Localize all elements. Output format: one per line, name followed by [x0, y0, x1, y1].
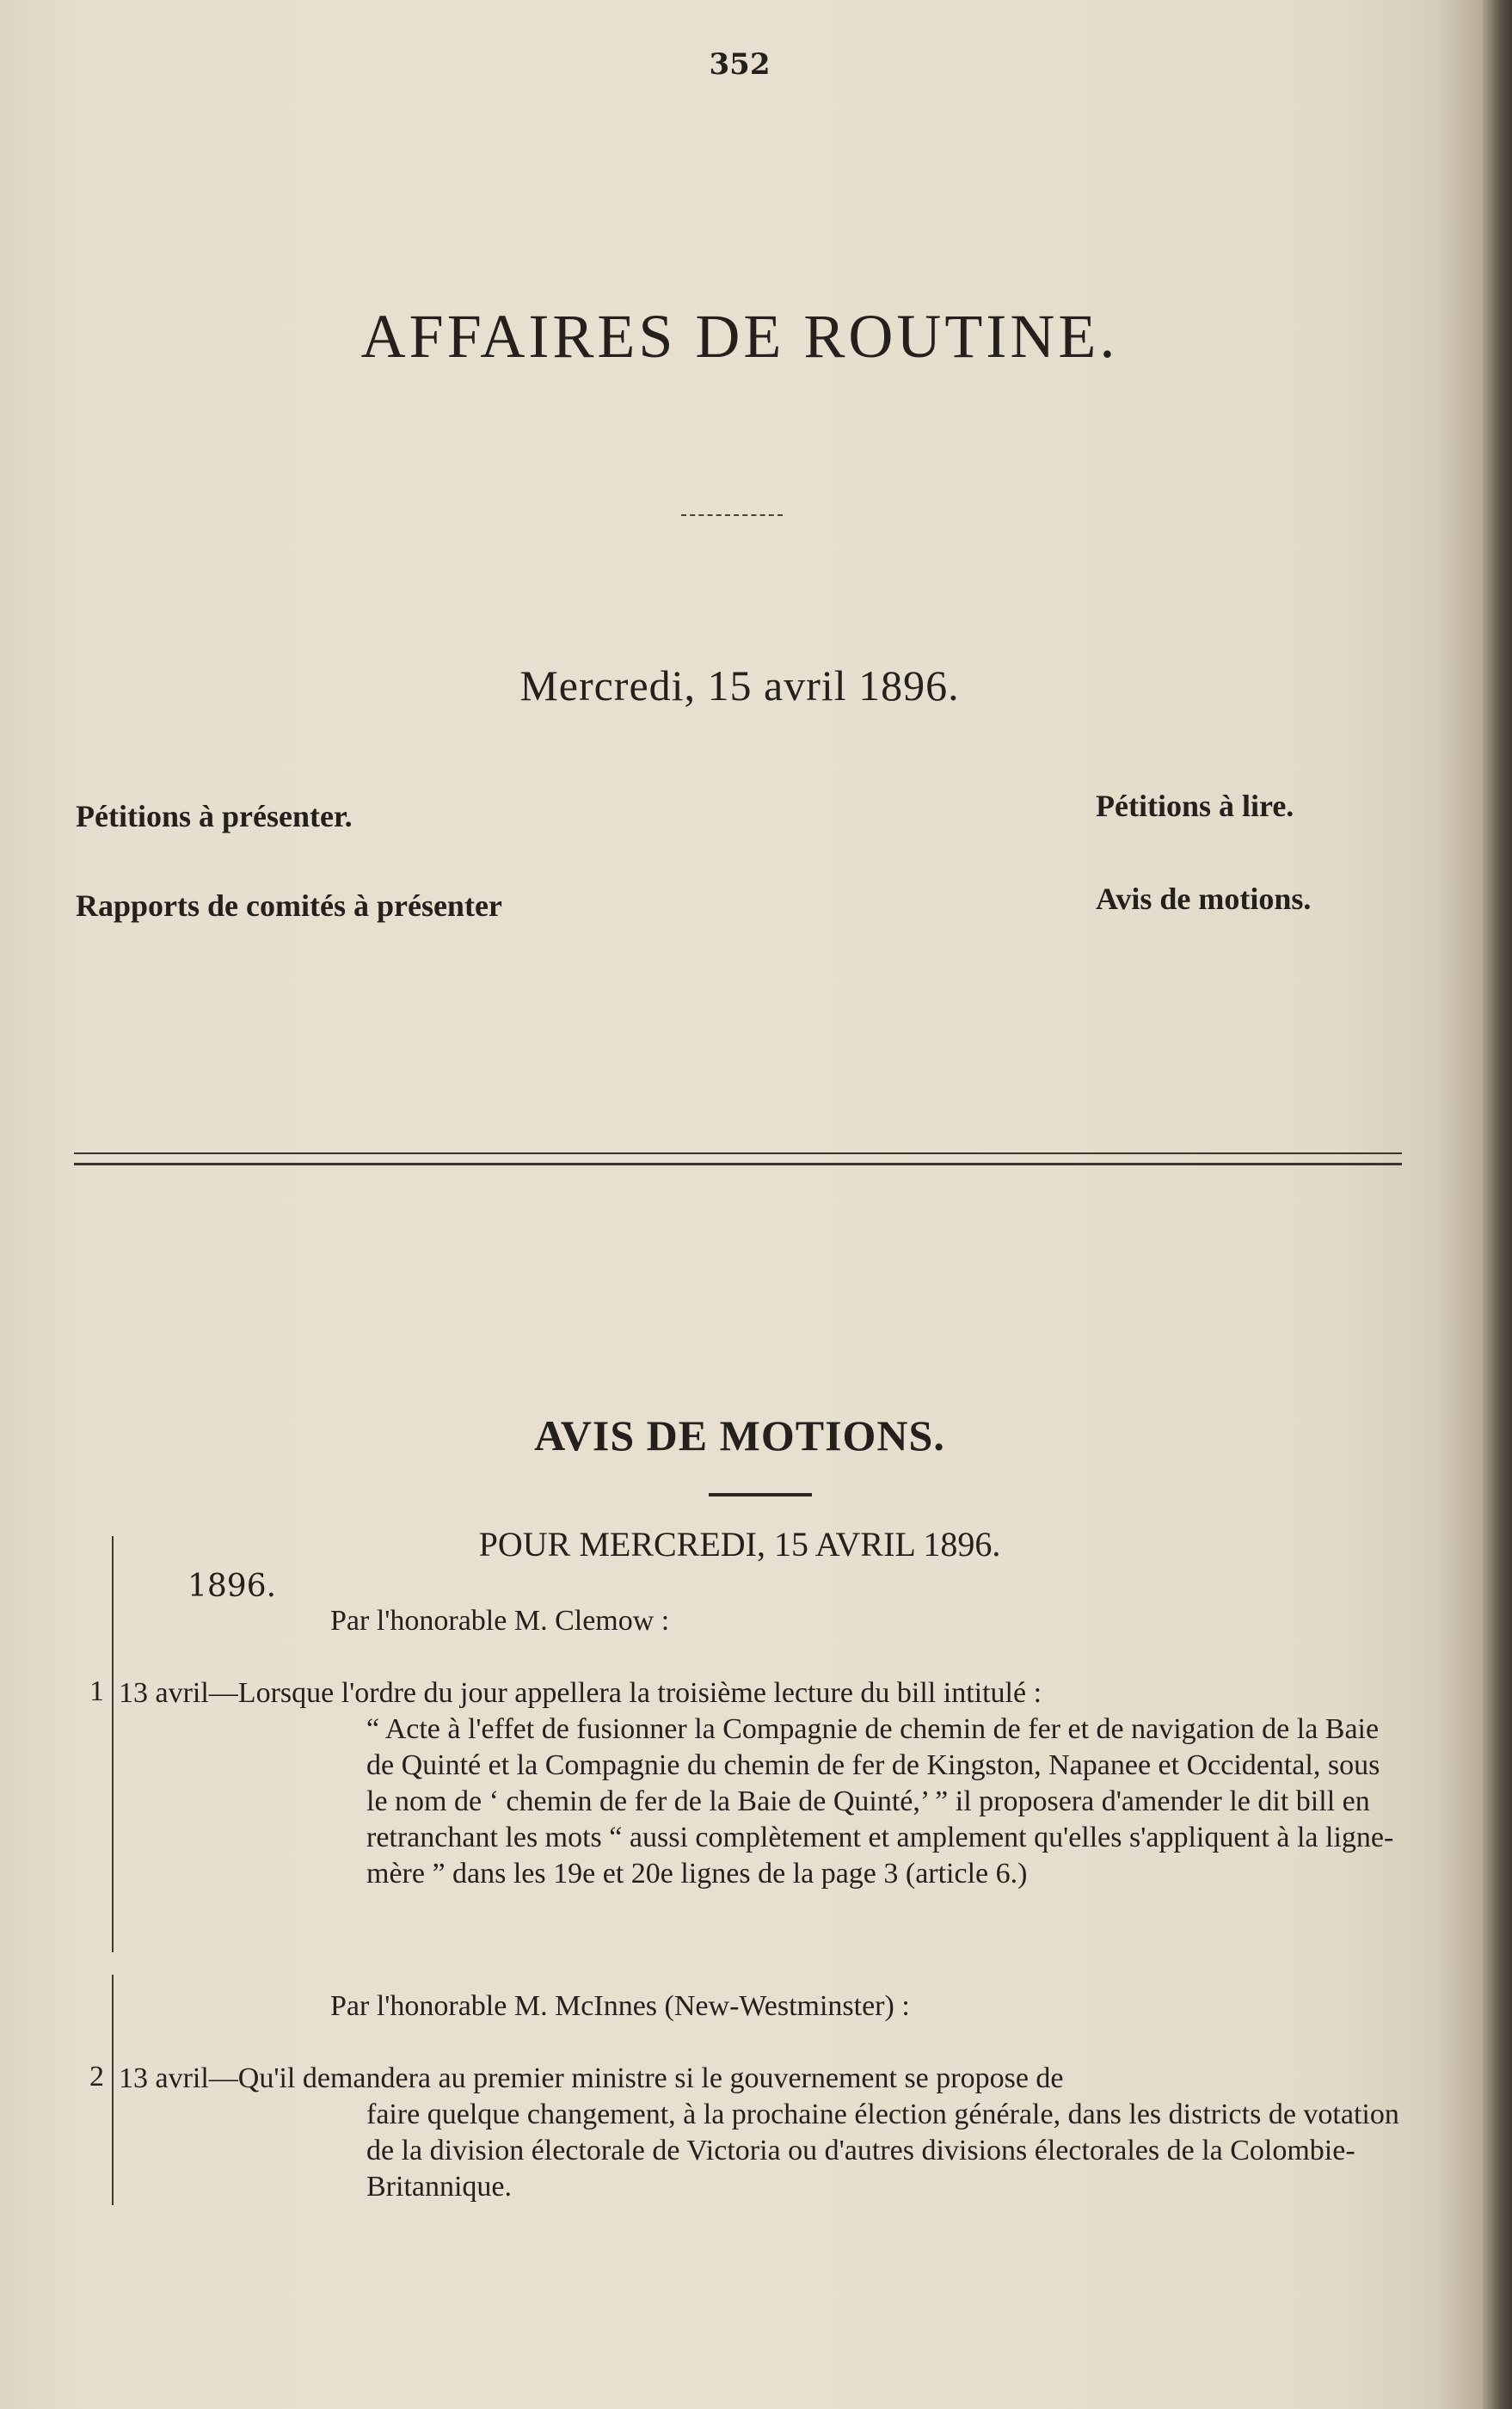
double-rule-top	[74, 1152, 1402, 1154]
motion-first-line: 13 avril—Qu'il demandera au premier ministre si le gouvernement se propose de	[119, 2062, 1064, 2094]
motion-mover: Par l'honorable M. McInnes (New-Westminster) :	[330, 1990, 910, 2022]
section-subtitle: POUR MERCREDI, 15 AVRIL 1896.	[478, 1525, 1001, 1564]
routine-item-petitions-presenter: Pétitions à présenter.	[76, 799, 353, 833]
page-number: 352	[709, 47, 771, 82]
year-label: 1896.	[187, 1569, 277, 1604]
page-title: AFFAIRES DE ROUTINE.	[360, 302, 1119, 371]
motion-number: 2	[89, 2061, 104, 2093]
motion-body: “ Acte à l'effet de fusionner la Compagnie de chemin de fer et de navigation de la Baie de Quinté et la Compagnie du chemin de fer de Kingston, Napanee et Occidental, sous le nom de ‘ chemin de fer de la Baie de Quinté,’ ” il proposera d'amender le dit bill en retranchant les mots “ aussi complètement et amplement qu'elles s'appliquent à la ligne-mère ” dans les 19e et 20e lignes de la page 3 (article 6.)	[366, 1713, 1394, 1890]
routine-item-rapports-comites: Rapports de comités à présenter	[76, 888, 502, 923]
margin-rule-motion-1	[112, 1536, 114, 1952]
motion-text	[119, 2061, 1400, 2205]
section-title: AVIS DE MOTIONS.	[534, 1411, 945, 1460]
date-heading: Mercredi, 15 avril 1896.	[519, 661, 960, 710]
motion-text	[119, 1675, 1400, 1892]
routine-item-avis-motions: Avis de motions.	[1096, 882, 1312, 916]
margin-rule-motion-2	[112, 1975, 114, 2205]
section-divider	[709, 1493, 812, 1496]
motion-body: faire quelque changement, à la prochaine élection générale, dans les districts de votation de la division électorale de Victoria ou d'autres divisions électorales de la Colombie-Britannique.	[366, 2099, 1399, 2203]
book-spine-shadow	[1483, 0, 1512, 2409]
motion-number: 1	[89, 1675, 104, 1707]
routine-item-petitions-lire: Pétitions à lire.	[1096, 789, 1294, 823]
motion-first-line: 13 avril—Lorsque l'ordre du jour appellera la troisième lecture du bill intitulé :	[119, 1677, 1042, 1709]
motion-mover: Par l'honorable M. Clemow :	[330, 1605, 670, 1637]
double-rule-bottom	[74, 1163, 1402, 1165]
title-divider	[681, 514, 783, 516]
